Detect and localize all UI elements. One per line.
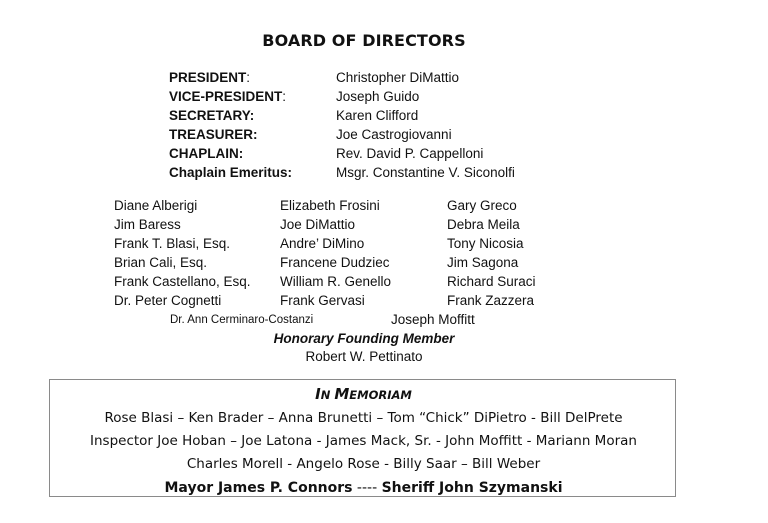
officer-role: PRESIDENT:	[169, 70, 251, 85]
memoriam-title: IN MEMORIAM	[315, 385, 412, 403]
director-name: Francene Dudziec	[280, 255, 390, 270]
director-name: Joseph Moffitt	[391, 312, 475, 327]
memoriam-line: Rose Blasi – Ken Brader – Anna Brunetti – Tom “Chick” DiPietro - Bill DelPrete	[104, 410, 623, 426]
director-name: Jim Baress	[114, 217, 181, 232]
officer-role: TREASURER:	[169, 127, 258, 142]
officer-role: VICE-PRESIDENT:	[169, 89, 287, 104]
director-name: Andre’ DiMino	[280, 236, 365, 251]
officer-name: Joseph Guido	[336, 89, 420, 104]
director-name: Tony Nicosia	[447, 236, 524, 251]
director-name: Dr. Ann Cerminaro-Costanzi	[170, 314, 314, 326]
memoriam-box	[49, 379, 676, 497]
director-name: Elizabeth Frosini	[280, 198, 380, 213]
officer-role: Chaplain Emeritus:	[169, 165, 293, 180]
director-name: Debra Meila	[447, 217, 520, 232]
officer-name: Christopher DiMattio	[336, 70, 460, 85]
director-name: Dr. Peter Cognetti	[114, 293, 222, 308]
director-name: Jim Sagona	[447, 255, 519, 270]
director-name: Frank Gervasi	[280, 293, 365, 308]
officer-role: CHAPLAIN:	[169, 146, 244, 161]
honorary-label: Honorary Founding Member	[273, 331, 455, 346]
memoriam-line: Inspector Joe Hoban – Joe Latona - James Mack, Sr. - John Moffitt - Mariann Moran	[90, 433, 637, 449]
director-name: Frank Castellano, Esq.	[114, 274, 251, 289]
officer-role: SECRETARY:	[169, 108, 255, 123]
memoriam-line: Charles Morell - Angelo Rose - Billy Saar – Bill Weber	[186, 456, 541, 472]
officer-name: Msgr. Constantine V. Siconolfi	[336, 165, 515, 180]
director-name: William R. Genello	[280, 274, 392, 289]
director-name: Frank T. Blasi, Esq.	[114, 236, 231, 251]
memoriam-final-line: Mayor James P. Connors ---- Sheriff John Szymanski	[164, 480, 563, 496]
officer-name: Rev. David P. Cappelloni	[336, 146, 484, 161]
officer-name: Joe Castrogiovanni	[336, 127, 452, 142]
honorary-name: Robert W. Pettinato	[305, 349, 423, 364]
director-name: Gary Greco	[447, 198, 517, 213]
director-name: Richard Suraci	[447, 274, 536, 289]
director-name: Brian Cali, Esq.	[114, 255, 208, 270]
officer-name: Karen Clifford	[336, 108, 419, 123]
director-name: Diane Alberigi	[114, 198, 198, 213]
page-title: BOARD OF DIRECTORS	[262, 31, 466, 50]
director-name: Joe DiMattio	[280, 217, 356, 232]
director-name: Frank Zazzera	[447, 293, 535, 308]
